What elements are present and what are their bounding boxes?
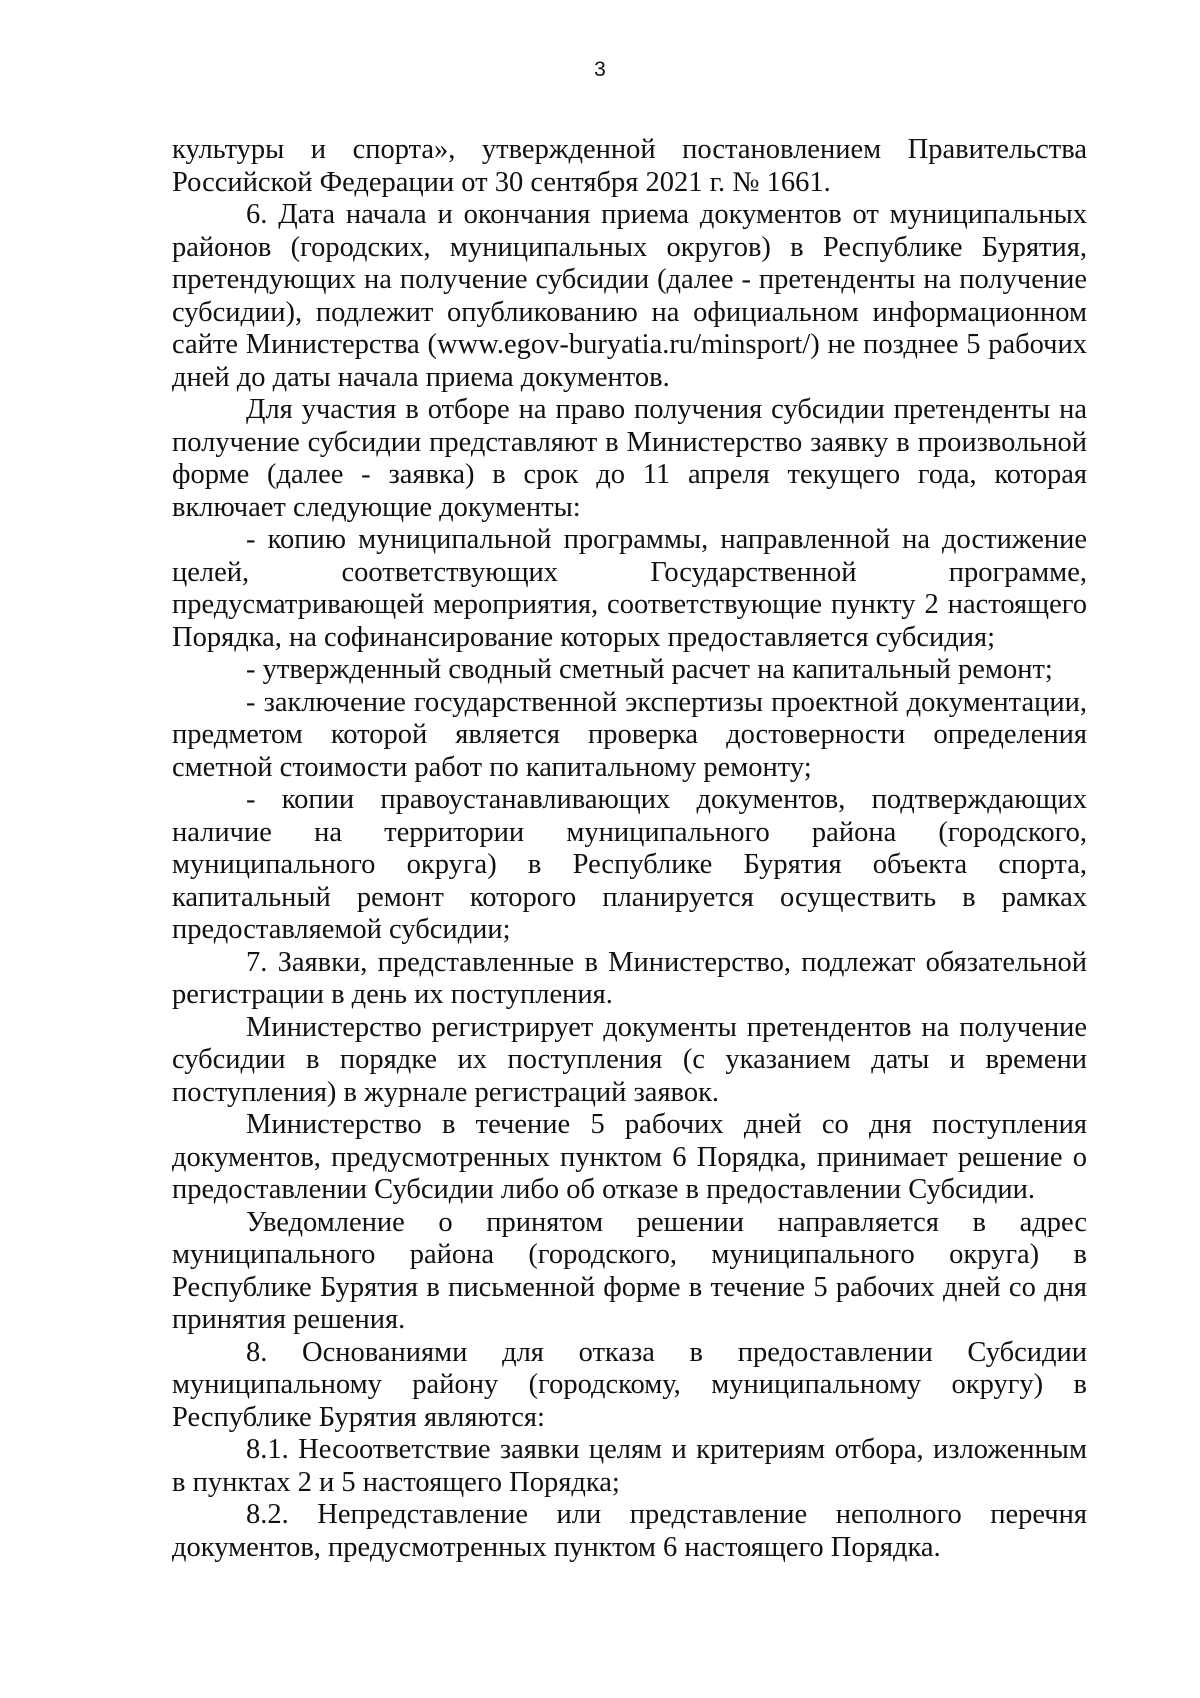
paragraph-notification: Уведомление о принятом решении направляется в адрес муниципального района (городского, муниципального округа) в Республике Бурятия в письменной форме в течение 5 рабочих дней со дня принятия решения. xyxy=(172,1206,1087,1335)
list-item-estimate: - утвержденный сводный сметный расчет на капитальный ремонт; xyxy=(246,654,1053,685)
list-item-municipal-program: - копию муниципальной программы, направленной на достижение целей, соответствующих Государственной программе, предусматривающей мероприятия, соответствующие пункту 2 настоящего Порядка, на софинансирование которых предоставляется субсидия; xyxy=(172,524,1087,653)
paragraph-registration: Министерство регистрирует документы претендентов на получение субсидии в порядке их поступления (с указанием даты и времени поступления) в журнале регистраций заявок. xyxy=(172,1011,1087,1108)
list-item-title-documents: - копии правоустанавливающих документов, подтверждающих наличие на территории муниципального района (городского, муниципального округа) в Республике Бурятия объекта спорта, капитальный ремонт которого планируется осуществить в рамках предоставляемой субсидии; xyxy=(172,784,1087,945)
page-number: 3 xyxy=(594,58,606,81)
paragraph-item-8-1: 8.1. Несоответствие заявки целям и критериям отбора, изложенным в пунктах 2 и 5 настоящего Порядка; xyxy=(172,1434,1087,1498)
paragraph-continuation: культуры и спорта», утвержденной постановлением Правительства Российской Федерации от 30 сентября 2021 г. № 1661. xyxy=(172,134,1087,198)
paragraph-item-7: 7. Заявки, представленные в Министерство, подлежат обязательной регистрации в день их поступления. xyxy=(172,946,1087,1010)
list-item-expertise: - заключение государственной экспертизы проектной документации, предметом которой является проверка достоверности определения сметной стоимости работ по капитальному ремонту; xyxy=(172,686,1087,783)
paragraph-decision: Министерство в течение 5 рабочих дней со дня поступления документов, предусмотренных пунктом 6 Порядка, принимает решение о предоставлении Субсидии либо об отказе в предоставлении Субсидии. xyxy=(172,1109,1087,1205)
paragraph-item-8: 8. Основаниями для отказа в предоставлении Субсидии муниципальному району (городскому, муниципальному округу) в Республике Бурятия являются: xyxy=(172,1336,1087,1433)
document-body xyxy=(172,134,1087,1564)
paragraph-application-submission: Для участия в отборе на право получения субсидии претенденты на получение субсидии представляют в Министерство заявку в произвольной форме (далее - заявка) в срок до 11 апреля текущего года, которая включает следующие документы: xyxy=(172,394,1087,523)
paragraph-item-6: 6. Дата начала и окончания приема документов от муниципальных районов (городских, муниципальных округов) в Республике Бурятия, претендующих на получение субсидии (далее - претенденты на получение субсидии), подлежит опубликованию на официальном информационном сайте Министерства (www.egov-buryatia.ru/minsport/) не позднее 5 рабочих дней до даты начала приема документов. xyxy=(172,199,1087,393)
paragraph-item-8-2: 8.2. Непредставление или представление неполного перечня документов, предусмотренных пунктом 6 настоящего Порядка. xyxy=(172,1499,1087,1563)
